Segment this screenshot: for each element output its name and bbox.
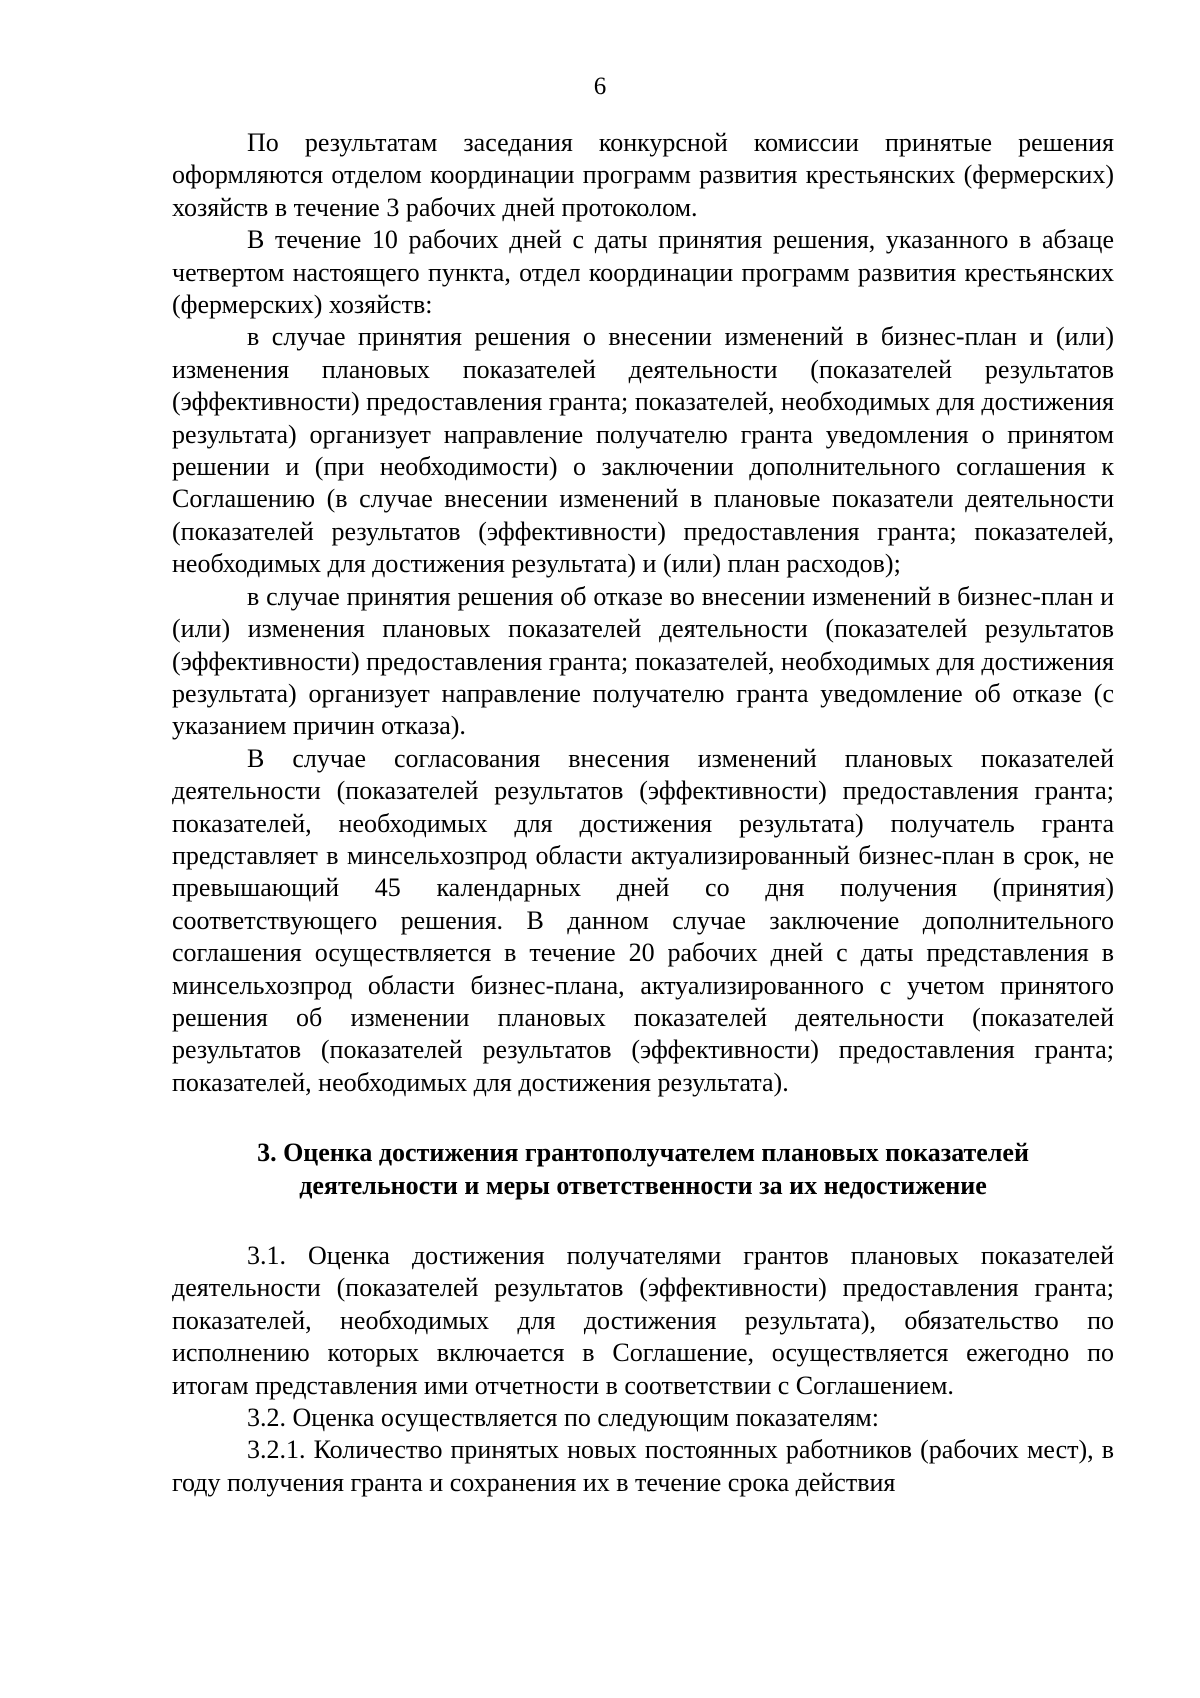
paragraph: 3.1. Оценка достижения получателями грантов плановых показателей деятельности (показателей результатов (эффективности) предоставления гранта; показателей, необходимых для достижения результата), обязательство по исполнению которых включается в Соглашение, осуществляется ежегодно по итогам представления ими отчетности в соответствии с Соглашением.: [172, 1241, 1114, 1400]
section-heading-line: 3. Оценка достижения грантополучателем плановых показателей: [257, 1138, 1029, 1168]
paragraph: В случае согласования внесения изменений плановых показателей деятельности (показателей результатов (эффективности) предоставления гранта; показателей, необходимых для достижения результата) получатель гранта представляет в минсельхозпрод области актуализированный бизнес-план в срок, не превышающий 45 календарных дней со дня получения (принятия) соответствующего решения. В данном случае заключение дополнительного соглашения осуществляется в течение 20 рабочих дней с даты представления в минсельхозпрод области бизнес-плана, актуализированного с учетом принятого решения об изменении плановых показателей деятельности (показателей результатов (показателей результатов (эффективности) предоставления гранта; показателей, необходимых для достижения результата).: [172, 743, 1114, 1097]
paragraph: в случае принятия решения о внесении изменений в бизнес-план и (или) изменения плановых показателей деятельности (показателей результатов (эффективности) предоставления гранта; показателей, необходимых для достижения результата) организует направление получателю гранта уведомления о принятом решении и (при необходимости) о заключении дополнительного соглашения к Соглашению (в случае внесении изменений в плановые показатели деятельности (показателей результатов (эффективности) предоставления гранта; показателей, необходимых для достижения результата) и (или) план расходов);: [172, 322, 1114, 579]
section-heading-line: деятельности и меры ответственности за их недостижение: [299, 1170, 987, 1200]
paragraph: 3.2.1. Количество принятых новых постоянных работников (рабочих мест), в году получения гранта и сохранения их в течение срока действия: [172, 1435, 1114, 1497]
paragraph: 3.2. Оценка осуществляется по следующим показателям:: [247, 1403, 879, 1433]
document-body: [172, 127, 1114, 1499]
paragraph: По результатам заседания конкурсной комиссии принятые решения оформляются отделом координации программ развития крестьянских (фермерских) хозяйств в течение 3 рабочих дней протоколом.: [172, 128, 1114, 222]
page-number: 6: [593, 73, 607, 100]
section-heading: [172, 1137, 1114, 1202]
paragraph: в случае принятия решения об отказе во внесении изменений в бизнес-план и (или) изменения плановых показателей деятельности (показателей результатов (эффективности) предоставления гранта; показателей, необходимых для достижения результата) организует направление получателю гранта уведомление об отказе (с указанием причин отказа).: [172, 581, 1114, 741]
paragraph: В течение 10 рабочих дней с даты принятия решения, указанного в абзаце четвертом настоящего пункта, отдел координации программ развития крестьянских (фермерских) хозяйств:: [172, 225, 1114, 320]
